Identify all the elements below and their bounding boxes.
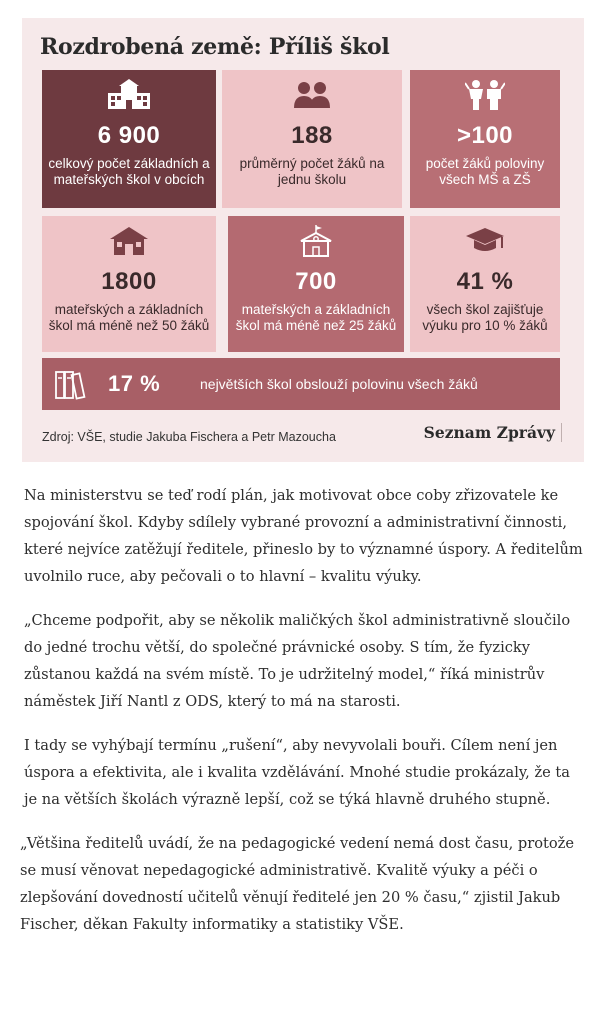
graduation-cap-icon [464, 224, 506, 258]
stat-tile-avg-pupils [222, 70, 402, 208]
pupils-icon [292, 78, 332, 112]
stat-tile-41-percent [410, 216, 560, 352]
stat-tile-total-schools [42, 70, 216, 208]
schoolhouse-outline-icon [298, 224, 334, 258]
article-paragraph: „Většina ředitelů uvádí, že na pedagogické vedení nemá dost času, protože se musí věnovat nepedagogické administrativě. Kvalitě výuky a péči o zlepšování dovedností učitelů věnují ředitelé jen 20 % času,“ zjistil Jakub Fischer, děkan Fakulty informatiky a statistiky VŠE. [20, 835, 574, 933]
stat-description: všech škol zajišťuje výuku pro 10 % žáků [422, 302, 548, 333]
stat-tile-under-25 [228, 216, 404, 352]
brand-logo: Seznam Zprávy [424, 423, 562, 442]
stat-value: 700 [295, 268, 337, 295]
stat-value: >100 [456, 122, 514, 149]
stat-description: počet žáků poloviny všech MŠ a ZŠ [425, 156, 545, 187]
children-icon [465, 78, 505, 112]
stat-tile-half-schools [410, 70, 560, 208]
stat-value: 41 % [456, 268, 514, 295]
infographic-title: Rozdrobená země: Příliš škol [40, 34, 390, 60]
stat-tile-under-50 [42, 216, 216, 352]
books-icon [42, 368, 102, 400]
article-paragraph: I tady se vyhýbají termínu „rušení“, aby nevyvolali bouři. Cílem není jen úspora a efektivita, ale i kvalita vzdělávání. Mnohé studie prokázaly, že ta je na větších školách výrazně lepší, což se týká hlavně druhého stupně. [24, 737, 570, 808]
article-paragraph: Na ministerstvu se teď rodí plán, jak motivovat obce coby zřizovatele ke spojování škol. Kdyby sdílely vybrané provozní a administrativní činnosti, které nejvíce zatěžují ředitele, přineslo by to významné úspory. A ředitelům uvolnilo ruce, aby pečovali o to hlavní – kvalitu výuky. [24, 487, 583, 585]
article-body [20, 482, 584, 955]
infographic [22, 18, 584, 462]
stat-value: 1800 [101, 268, 157, 295]
stat-value: 6 900 [97, 122, 161, 149]
stat-description: průměrný počet žáků na jednu školu [239, 156, 385, 187]
stat-description: celkový počet základních a mateřských škol v obcích [48, 156, 210, 187]
stat-value: 188 [291, 122, 333, 149]
source-note: Zdroj: VŠE, studie Jakuba Fischera a Petr Mazoucha [42, 430, 336, 444]
stat-value: 17 % [108, 371, 161, 396]
small-school-icon [110, 224, 148, 258]
article-paragraph: „Chceme podpořit, aby se několik maličkých škol administrativně sloučilo do jedné trochu větší, do společné právnické osoby. S tím, že fyzicky zůstanou každá na svém místě. To je udržitelný model,“ říká ministrův náměstek Jiří Nantl z ODS, který to má na starosti. [24, 612, 571, 710]
stat-description: mateřských a základních škol má méně než 25 žáků [235, 302, 397, 333]
stat-description: největších škol obslouží polovinu všech žáků [200, 376, 478, 392]
stat-banner-largest-schools [42, 358, 560, 410]
school-building-icon [106, 78, 152, 112]
stat-description: mateřských a základních škol má méně než 50 žáků [48, 302, 210, 333]
